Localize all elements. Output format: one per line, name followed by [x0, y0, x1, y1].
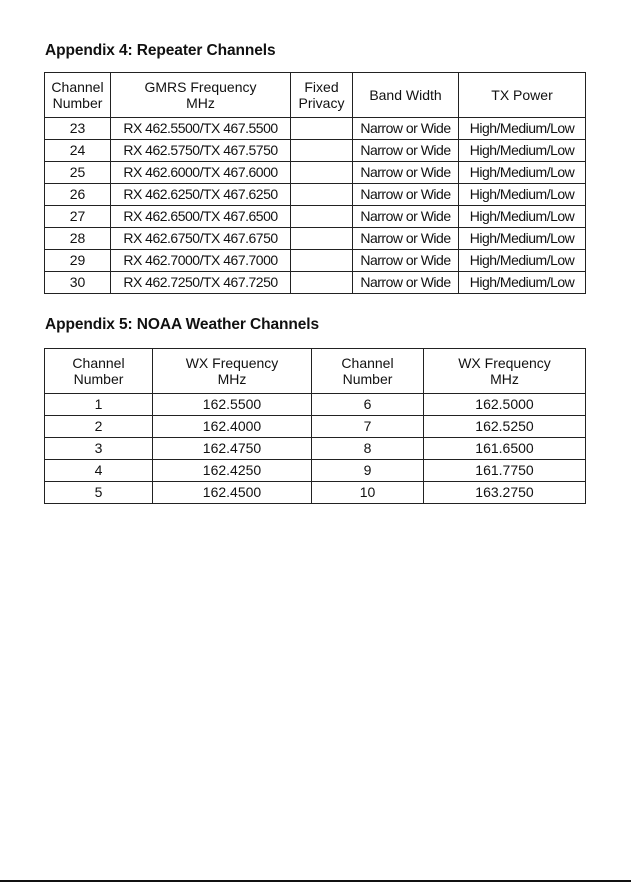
channel-number-cell: 23	[45, 118, 111, 140]
fixed-privacy-cell	[291, 184, 353, 206]
header-gmrs-frequency: GMRS Frequency MHz	[111, 73, 291, 118]
band-width-cell: Narrow or Wide	[353, 206, 459, 228]
channel-number-cell: 10	[312, 482, 424, 504]
fixed-privacy-cell	[291, 162, 353, 184]
table-header-row	[45, 349, 586, 394]
band-width-cell: Narrow or Wide	[353, 250, 459, 272]
header-band-width: Band Width	[353, 73, 459, 118]
tx-power-cell: High/Medium/Low	[459, 140, 586, 162]
wx-frequency-cell: 162.5000	[424, 394, 586, 416]
header-channel-number: Channel Number	[45, 73, 111, 118]
fixed-privacy-cell	[291, 206, 353, 228]
wx-frequency-cell: 162.4500	[153, 482, 312, 504]
repeater-table-body	[45, 118, 586, 294]
appendix-5-title: Appendix 5: NOAA Weather Channels	[45, 316, 320, 333]
channel-number-cell: 3	[45, 438, 153, 460]
channel-number-cell: 5	[45, 482, 153, 504]
table-row	[45, 438, 586, 460]
channel-number-cell: 28	[45, 228, 111, 250]
channel-number-cell: 27	[45, 206, 111, 228]
tx-power-cell: High/Medium/Low	[459, 162, 586, 184]
tx-power-cell: High/Medium/Low	[459, 250, 586, 272]
table-row	[45, 394, 586, 416]
wx-frequency-cell: 161.6500	[424, 438, 586, 460]
table-row	[45, 228, 586, 250]
table-row	[45, 272, 586, 294]
band-width-cell: Narrow or Wide	[353, 228, 459, 250]
wx-frequency-cell: 162.5250	[424, 416, 586, 438]
tx-power-cell: High/Medium/Low	[459, 228, 586, 250]
channel-number-cell: 30	[45, 272, 111, 294]
page-footer-rule	[0, 880, 631, 882]
gmrs-frequency-cell: RX 462.7250/TX 467.7250	[111, 272, 291, 294]
table-row	[45, 206, 586, 228]
fixed-privacy-cell	[291, 228, 353, 250]
channel-number-cell: 1	[45, 394, 153, 416]
noaa-weather-channels-table	[44, 348, 586, 504]
wx-frequency-cell: 162.4000	[153, 416, 312, 438]
gmrs-frequency-cell: RX 462.7000/TX 467.7000	[111, 250, 291, 272]
gmrs-frequency-cell: RX 462.6500/TX 467.6500	[111, 206, 291, 228]
table-header-row	[45, 73, 586, 118]
header-channel-number-left: Channel Number	[45, 349, 153, 394]
channel-number-cell: 29	[45, 250, 111, 272]
channel-number-cell: 24	[45, 140, 111, 162]
wx-frequency-cell: 161.7750	[424, 460, 586, 482]
table-row	[45, 482, 586, 504]
repeater-channels-table	[44, 72, 586, 294]
table-row	[45, 162, 586, 184]
channel-number-cell: 9	[312, 460, 424, 482]
header-wx-frequency-left: WX Frequency MHz	[153, 349, 312, 394]
wx-frequency-cell: 162.4750	[153, 438, 312, 460]
band-width-cell: Narrow or Wide	[353, 162, 459, 184]
channel-number-cell: 25	[45, 162, 111, 184]
fixed-privacy-cell	[291, 250, 353, 272]
table-row	[45, 184, 586, 206]
channel-number-cell: 2	[45, 416, 153, 438]
table-row	[45, 416, 586, 438]
band-width-cell: Narrow or Wide	[353, 272, 459, 294]
gmrs-frequency-cell: RX 462.5500/TX 467.5500	[111, 118, 291, 140]
table-row	[45, 250, 586, 272]
wx-frequency-cell: 162.4250	[153, 460, 312, 482]
channel-number-cell: 7	[312, 416, 424, 438]
fixed-privacy-cell	[291, 272, 353, 294]
channel-number-cell: 6	[312, 394, 424, 416]
weather-table-body	[45, 394, 586, 504]
header-channel-number-right: Channel Number	[312, 349, 424, 394]
gmrs-frequency-cell: RX 462.6750/TX 467.6750	[111, 228, 291, 250]
table-row	[45, 460, 586, 482]
table-row	[45, 140, 586, 162]
tx-power-cell: High/Medium/Low	[459, 206, 586, 228]
channel-number-cell: 26	[45, 184, 111, 206]
channel-number-cell: 8	[312, 438, 424, 460]
header-fixed-privacy: Fixed Privacy	[291, 73, 353, 118]
channel-number-cell: 4	[45, 460, 153, 482]
wx-frequency-cell: 162.5500	[153, 394, 312, 416]
gmrs-frequency-cell: RX 462.6000/TX 467.6000	[111, 162, 291, 184]
gmrs-frequency-cell: RX 462.6250/TX 467.6250	[111, 184, 291, 206]
header-wx-frequency-right: WX Frequency MHz	[424, 349, 586, 394]
header-tx-power: TX Power	[459, 73, 586, 118]
wx-frequency-cell: 163.2750	[424, 482, 586, 504]
tx-power-cell: High/Medium/Low	[459, 184, 586, 206]
band-width-cell: Narrow or Wide	[353, 118, 459, 140]
tx-power-cell: High/Medium/Low	[459, 118, 586, 140]
tx-power-cell: High/Medium/Low	[459, 272, 586, 294]
band-width-cell: Narrow or Wide	[353, 184, 459, 206]
gmrs-frequency-cell: RX 462.5750/TX 467.5750	[111, 140, 291, 162]
appendix-4-title: Appendix 4: Repeater Channels	[45, 42, 276, 59]
fixed-privacy-cell	[291, 118, 353, 140]
band-width-cell: Narrow or Wide	[353, 140, 459, 162]
table-row	[45, 118, 586, 140]
fixed-privacy-cell	[291, 140, 353, 162]
